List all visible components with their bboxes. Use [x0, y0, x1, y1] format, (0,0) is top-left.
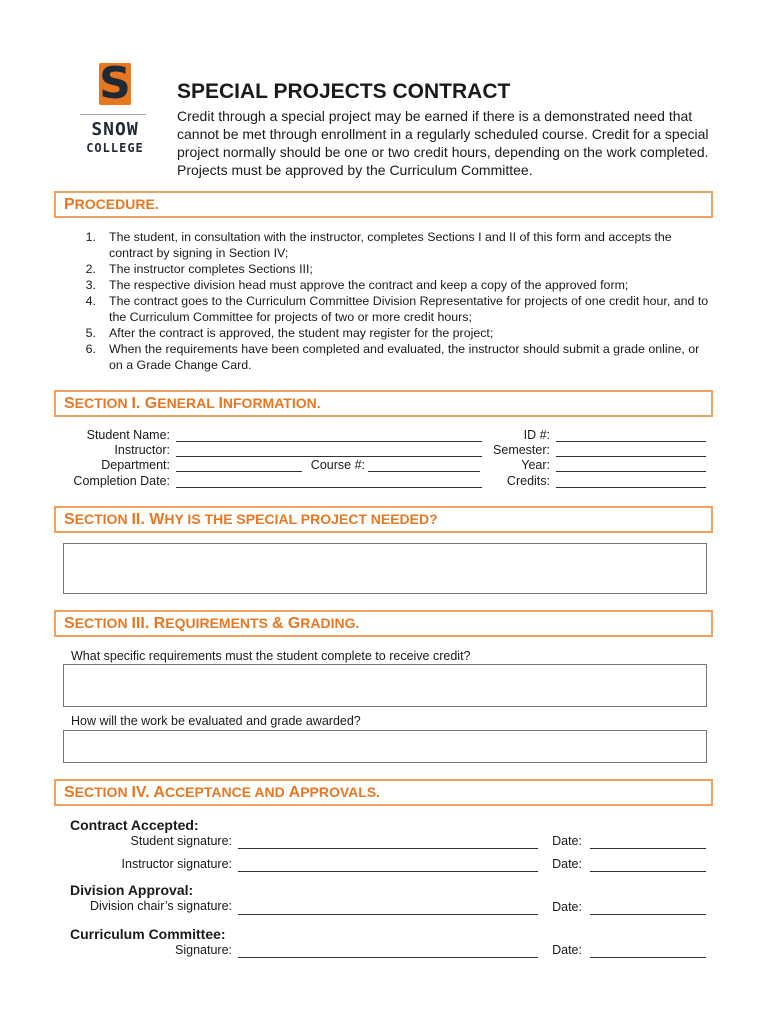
department-label: Department: — [101, 458, 170, 472]
completion-date-field[interactable] — [176, 487, 482, 488]
division-chair-signature-field[interactable] — [238, 914, 538, 915]
course-field[interactable] — [368, 471, 480, 472]
instructor-signature-label: Instructor signature: — [121, 857, 232, 871]
procedure-item-text: When the requirements have been completed and evaluated, the instructor should submit a grade online, or on a Grade Change Card. — [109, 342, 700, 372]
logo-text-snow: SNOW — [91, 119, 139, 140]
procedure-item-number: 6. — [85, 342, 96, 356]
contract-accepted-heading: Contract Accepted: — [70, 817, 199, 833]
student-name-field[interactable] — [176, 441, 482, 442]
procedure-item-number: 3. — [85, 278, 96, 292]
instructor-date-field[interactable] — [590, 871, 706, 872]
division-approval-heading: Division Approval: — [70, 882, 194, 898]
logo-text-college: COLLEGE — [86, 141, 144, 155]
student-date-label: Date: — [552, 834, 582, 848]
project-need-textarea[interactable] — [63, 543, 707, 594]
id-label: ID #: — [523, 428, 550, 442]
department-field[interactable] — [176, 471, 302, 472]
division-date-label: Date: — [552, 900, 582, 914]
year-field[interactable] — [556, 471, 706, 472]
page-title: SPECIAL PROJECTS CONTRACT — [177, 80, 511, 103]
procedure-list-item — [80, 293, 710, 325]
committee-signature-label: Signature: — [175, 943, 232, 957]
procedure-header-rest: ROCEDURE. — [74, 196, 159, 212]
course-label: Course #: — [310, 458, 365, 472]
procedure-item-text: The respective division head must approve the contract and keep a copy of the approved form; — [109, 278, 629, 292]
college-logo-icon: S — [99, 58, 131, 109]
instructor-date-label: Date: — [552, 857, 582, 871]
procedure-header-initial: P — [64, 196, 75, 213]
division-chair-signature-label: Division chair’s signature: — [90, 899, 232, 913]
section3-header: SECTION III. REQUIREMENTS & GRADING. — [54, 610, 713, 637]
semester-label: Semester: — [493, 443, 550, 457]
section1-header: SECTION I. GENERAL INFORMATION. — [54, 390, 713, 417]
instructor-field[interactable] — [176, 456, 482, 457]
student-signature-field[interactable] — [238, 848, 538, 849]
procedure-item-text: After the contract is approved, the student may register for the project; — [109, 326, 494, 340]
procedure-item-number: 5. — [85, 326, 96, 340]
section4-header: SECTION IV. ACCEPTANCE AND APPROVALS. — [54, 779, 713, 806]
semester-field[interactable] — [556, 456, 706, 457]
section2-header: SECTION II. WHY IS THE SPECIAL PROJECT NEEDED? — [54, 506, 713, 533]
requirements-question: What specific requirements must the student complete to receive credit? — [71, 649, 471, 663]
procedure-item-number: 1. — [85, 230, 96, 244]
student-signature-label: Student signature: — [130, 834, 232, 848]
instructor-signature-field[interactable] — [238, 871, 538, 872]
student-name-label: Student Name: — [86, 428, 170, 442]
committee-signature-field[interactable] — [238, 957, 538, 958]
student-date-field[interactable] — [590, 848, 706, 849]
completion-date-label: Completion Date: — [73, 474, 170, 488]
procedure-list-item — [80, 277, 710, 293]
procedure-list — [80, 229, 710, 373]
procedure-item-number: 4. — [85, 294, 96, 308]
logo-divider — [80, 114, 146, 115]
procedure-item-text: The contract goes to the Curriculum Committee Division Representative for projects of one credit hour, and to the Curriculum Committee for projects of two or more credit hours; — [109, 294, 709, 324]
id-field[interactable] — [556, 441, 706, 442]
curriculum-committee-heading: Curriculum Committee: — [70, 926, 226, 942]
procedure-item-text: The student, in consultation with the instructor, completes Sections I and II of this form and accepts the contract by signing in Section IV; — [109, 230, 672, 260]
committee-date-label: Date: — [552, 943, 582, 957]
evaluation-question: How will the work be evaluated and grade awarded? — [71, 714, 361, 728]
procedure-header — [54, 191, 713, 218]
procedure-item-number: 2. — [85, 262, 96, 276]
requirements-textarea[interactable] — [63, 664, 707, 707]
credits-field[interactable] — [556, 487, 706, 488]
procedure-list-item — [80, 341, 710, 373]
procedure-list-item — [80, 261, 710, 277]
evaluation-textarea[interactable] — [63, 730, 707, 763]
committee-date-field[interactable] — [590, 957, 706, 958]
division-date-field[interactable] — [590, 914, 706, 915]
year-label: Year: — [521, 458, 550, 472]
instructor-label: Instructor: — [114, 443, 170, 457]
credits-label: Credits: — [506, 474, 550, 488]
procedure-list-item — [80, 229, 710, 261]
procedure-list-item — [80, 325, 710, 341]
procedure-item-text: The instructor completes Sections III; — [109, 262, 313, 276]
intro-paragraph: Credit through a special project may be earned if there is a demonstrated need that cannot be met through enrollment in a regularly scheduled course. Credit for a special project normally should be one or two credit hours, depending on the work completed. Projects must be approved by the Curriculum Committee. — [177, 108, 709, 178]
